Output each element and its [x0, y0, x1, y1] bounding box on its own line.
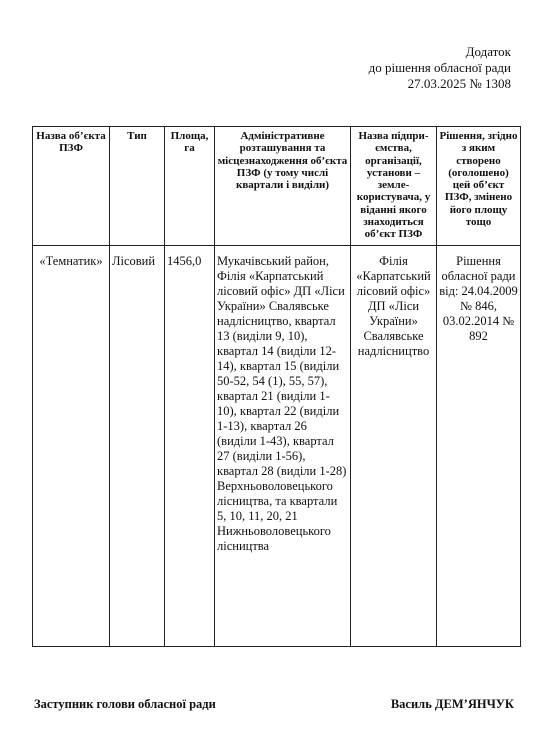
header-land-user: Назва підпри-ємства, організації, установи – земле-користувача, у віданні якого знаходиться об’єкт ПЗФ	[351, 127, 437, 246]
header-object-name: Назва об’єкта ПЗФ	[33, 127, 110, 246]
header-area: Площа, га	[165, 127, 215, 246]
annex-title: Додаток	[465, 44, 511, 59]
header-location: Адміністративне розташування та місцезнаходження об’єкта ПЗФ (у тому числі квартали і виділи)	[215, 127, 351, 246]
cell-location: Мукачівський район, Філія «Карпатський лісовий офіс» ДП «Ліси України» Свалявське надлісництво, квартал 13 (виділи 9, 10), квартал 14 (виділи 12-14), квартал 15 (виділи 50-52, 54 (1), 55, 57), квартал 21 (виділи 1-10), квартал 22 (виділи 1-13), квартал 26 (виділи 1-43), квартал 27 (виділи 1-56), квартал 28 (виділи 1-28) Верхньоволовецького лісництва, та квартали 5, 10, 11, 20, 21 Нижньоволовецького лісництва	[215, 245, 351, 646]
cell-decision: Рішення обласної ради від: 24.04.2009 № 846, 03.02.2014 № 892	[437, 245, 521, 646]
table-row	[33, 245, 521, 646]
pzf-table	[32, 126, 521, 647]
cell-type: Лісовий	[110, 245, 165, 646]
cell-object-name: «Темнатик»	[33, 245, 110, 646]
cell-land-user: Філія «Карпатський лісовий офіс» ДП «Ліси України» Свалявське надлісництво	[351, 245, 437, 646]
header-decision: Рішення, згідно з яким створено (оголошено) цей об’єкт ПЗФ, змінено його площу тощо	[437, 127, 521, 246]
annex-header	[369, 44, 511, 92]
annex-decision-ref: до рішення обласної ради	[368, 60, 511, 75]
cell-area: 1456,0	[165, 245, 215, 646]
signatory-name: Василь ДЕМ’ЯНЧУК	[390, 697, 514, 711]
signatory-position: Заступник голови обласної ради	[34, 697, 216, 711]
annex-date-number: 27.03.2025 № 1308	[407, 76, 511, 91]
table-header-row	[33, 127, 521, 246]
header-type: Тип	[110, 127, 165, 246]
